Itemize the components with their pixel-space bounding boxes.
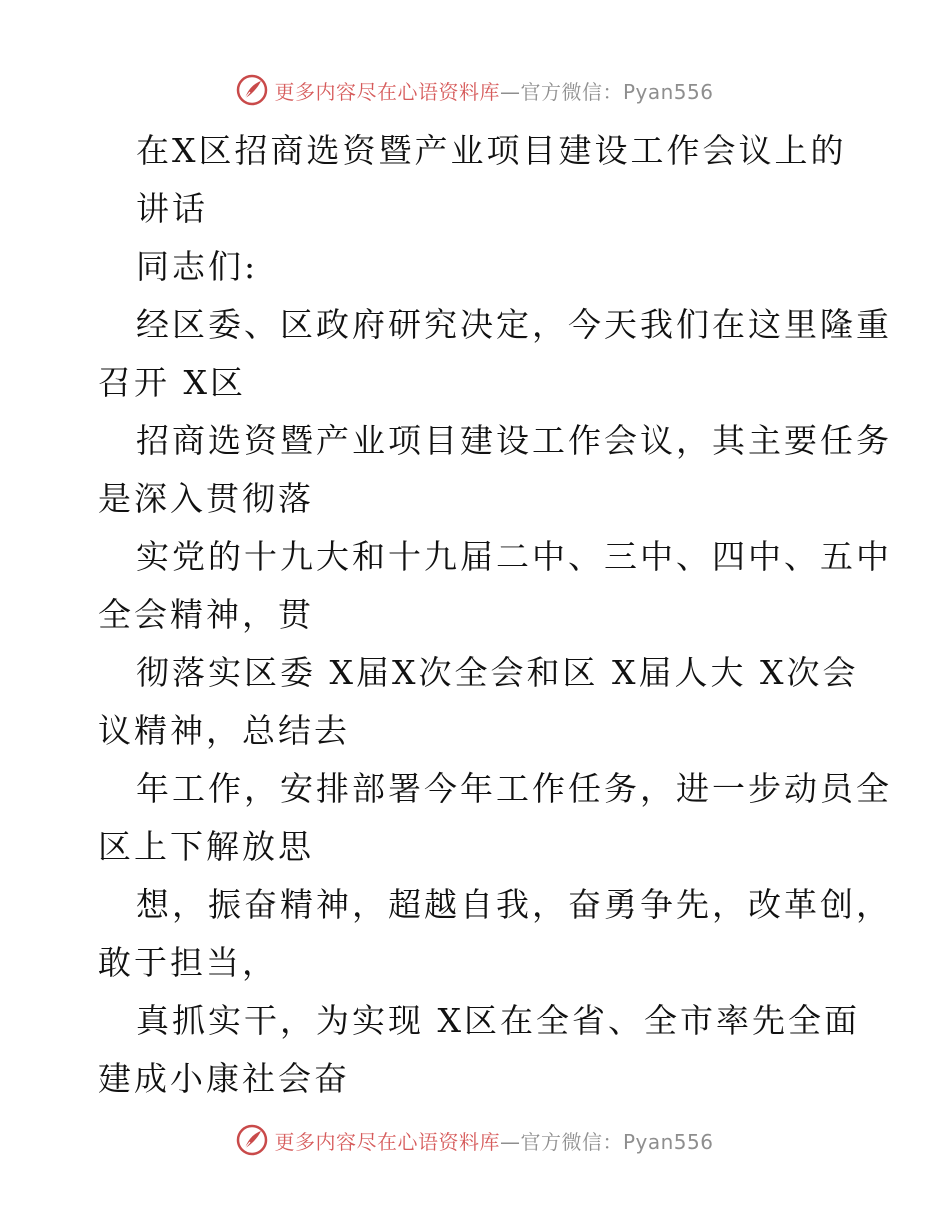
doc-line: 在X区招商选资暨产业项目建设工作会议上的 xyxy=(136,131,847,170)
footer-watermark xyxy=(0,1120,950,1160)
doc-line: 全会精神，贯 xyxy=(98,595,314,634)
doc-line: 是深入贯彻落 xyxy=(98,479,314,518)
header-watermark xyxy=(0,70,950,110)
watermark-sub-text: —官方微信：Pyan556 xyxy=(499,1129,714,1154)
doc-line: 区上下解放思 xyxy=(98,827,314,866)
doc-line: 敢于担当， xyxy=(98,943,278,982)
doc-line: 真抓实干，为实现 X区在全省、全市率先全面 xyxy=(136,1001,860,1040)
doc-line: 实党的十九大和十九届二中、三中、四中、五中 xyxy=(136,537,892,576)
doc-line: 招商选资暨产业项目建设工作会议，其主要任务 xyxy=(136,421,892,460)
watermark-text xyxy=(274,1126,713,1155)
document-body xyxy=(98,122,892,1108)
doc-line: 议精神，总结去 xyxy=(98,711,350,750)
doc-line: 经区委、区政府研究决定，今天我们在这里隆重 xyxy=(136,305,892,344)
doc-line: 讲话 xyxy=(136,189,208,228)
watermark-main-text: 更多内容尽在心语资料库 xyxy=(274,79,500,104)
doc-line: 想，振奋精神，超越自我，奋勇争先，改革创， xyxy=(136,885,892,924)
doc-line: 同志们: xyxy=(136,247,259,286)
doc-line: 建成小康社会奋 xyxy=(98,1059,350,1098)
feather-pen-logo-icon xyxy=(236,1124,268,1156)
watermark-text xyxy=(274,76,713,105)
doc-line: 彻落实区委 X届X次全会和区 X届人大 X次会 xyxy=(136,653,859,692)
watermark-main-text: 更多内容尽在心语资料库 xyxy=(274,1129,500,1154)
doc-line: 召开 X区 xyxy=(98,363,246,402)
watermark-sub-text: —官方微信：Pyan556 xyxy=(499,79,714,104)
feather-pen-logo-icon xyxy=(236,74,268,106)
doc-line: 年工作，安排部署今年工作任务，进一步动员全 xyxy=(136,769,892,808)
